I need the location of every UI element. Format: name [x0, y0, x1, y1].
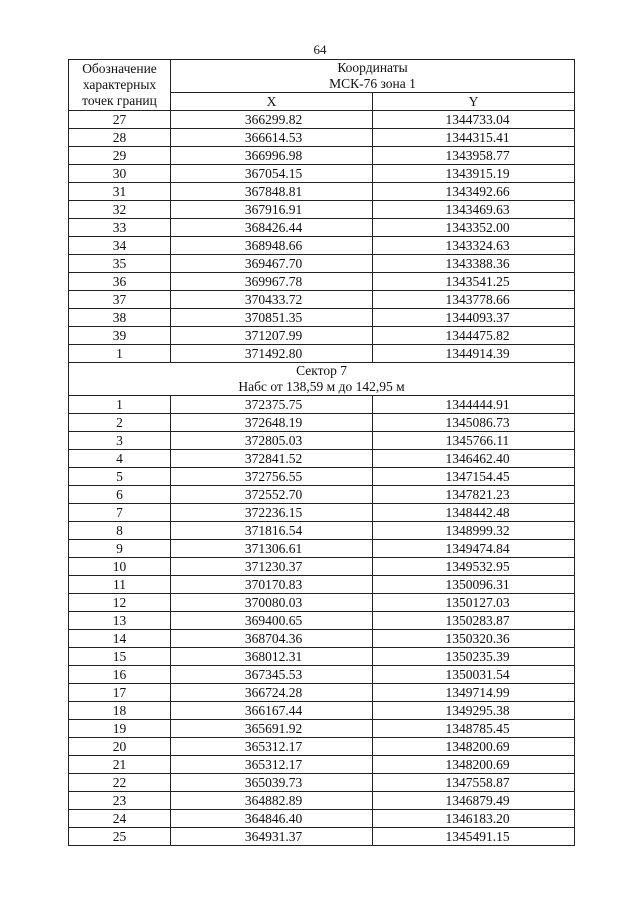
table-row	[69, 684, 575, 702]
y-coordinate	[373, 666, 575, 684]
y-coordinate-value: 1344093.37	[445, 309, 510, 325]
y-coordinate	[373, 774, 575, 792]
x-coordinate-value: 371306.61	[244, 540, 303, 556]
y-coordinate	[373, 327, 575, 345]
y-coordinate-value: 1343541.25	[445, 273, 510, 289]
y-coordinate-value: 1346462.40	[445, 450, 510, 466]
point-number	[69, 576, 171, 594]
y-coordinate	[373, 540, 575, 558]
point-number-value: 6	[116, 486, 123, 502]
y-coordinate-value: 1344444.91	[445, 396, 510, 412]
y-coordinate	[373, 201, 575, 219]
point-number-value: 30	[112, 165, 127, 181]
x-coordinate	[171, 810, 373, 828]
page-number: 64	[313, 42, 327, 57]
point-number-value: 17	[112, 684, 127, 700]
point-number	[69, 612, 171, 630]
point-number-value: 21	[112, 756, 127, 772]
y-coordinate-value: 1349474.84	[445, 540, 510, 556]
x-coordinate	[171, 684, 373, 702]
y-coordinate	[373, 237, 575, 255]
point-number-value: 34	[112, 237, 127, 253]
y-coordinate	[373, 756, 575, 774]
x-coordinate	[171, 327, 373, 345]
sector-altitude-range: Набс от 138,59 м до 142,95 м	[238, 379, 405, 394]
table-row	[69, 558, 575, 576]
coordinates-header	[171, 60, 575, 93]
point-number-value: 11	[113, 576, 126, 592]
x-coordinate-value: 371492.80	[244, 345, 303, 361]
x-coordinate-value: 368704.36	[244, 630, 303, 646]
y-coordinate-value: 1349714.99	[445, 684, 510, 700]
y-coordinate	[373, 219, 575, 237]
y-coordinate-value: 1344914.39	[445, 345, 510, 361]
point-number-value: 37	[112, 291, 127, 307]
table-row	[69, 219, 575, 237]
x-coordinate	[171, 468, 373, 486]
y-coordinate-value: 1343388.36	[445, 255, 510, 271]
point-number-value: 33	[112, 219, 127, 235]
x-coordinate	[171, 345, 373, 363]
y-coordinate-value: 1345491.15	[445, 828, 510, 844]
y-coordinate-value: 1350031.54	[445, 666, 510, 682]
table-row	[69, 594, 575, 612]
header-label-line-1: Обозначение	[82, 61, 157, 76]
point-number-value: 1	[116, 345, 123, 361]
point-number-value: 35	[112, 255, 127, 271]
x-coordinate	[171, 828, 373, 846]
x-coordinate-value: 371816.54	[244, 522, 303, 538]
point-number	[69, 540, 171, 558]
x-coordinate-value: 367054.15	[244, 165, 303, 181]
table-row	[69, 255, 575, 273]
point-number	[69, 414, 171, 432]
y-coordinate-value: 1350127.03	[445, 594, 510, 610]
x-coordinate-value: 372236.15	[244, 504, 303, 520]
x-coordinate	[171, 756, 373, 774]
x-coordinate	[171, 147, 373, 165]
y-coordinate	[373, 165, 575, 183]
table-row	[69, 522, 575, 540]
x-coordinate	[171, 612, 373, 630]
table-row	[69, 540, 575, 558]
x-coordinate	[171, 219, 373, 237]
y-coordinate-value: 1343958.77	[445, 147, 510, 163]
y-coordinate	[373, 273, 575, 291]
table-row	[69, 648, 575, 666]
x-coordinate	[171, 594, 373, 612]
table-row	[69, 432, 575, 450]
table-row	[69, 630, 575, 648]
x-coordinate	[171, 774, 373, 792]
table-row	[69, 183, 575, 201]
y-coordinate	[373, 129, 575, 147]
x-coordinate-value: 367916.91	[244, 201, 303, 217]
x-coordinate	[171, 273, 373, 291]
point-number-value: 7	[116, 504, 123, 520]
y-coordinate	[373, 810, 575, 828]
point-number-value: 38	[112, 309, 127, 325]
point-number-value: 19	[112, 720, 127, 736]
point-number	[69, 255, 171, 273]
y-coordinate-value: 1348200.69	[445, 738, 510, 754]
table-row	[69, 147, 575, 165]
table-row	[69, 165, 575, 183]
table-row	[69, 486, 575, 504]
point-number	[69, 738, 171, 756]
point-number	[69, 147, 171, 165]
x-coordinate-value: 365312.17	[244, 738, 303, 754]
point-number-value: 23	[112, 792, 127, 808]
x-coordinate	[171, 309, 373, 327]
table-row	[69, 756, 575, 774]
x-coordinate	[171, 486, 373, 504]
x-coordinate	[171, 414, 373, 432]
point-number-value: 16	[112, 666, 127, 682]
y-coordinate	[373, 522, 575, 540]
point-number	[69, 702, 171, 720]
y-coordinate	[373, 738, 575, 756]
table-row	[69, 828, 575, 846]
x-coordinate-value: 372841.52	[244, 450, 303, 466]
point-number	[69, 558, 171, 576]
table-row	[69, 810, 575, 828]
point-number-value: 18	[112, 702, 127, 718]
x-coordinate	[171, 396, 373, 414]
table-row	[69, 666, 575, 684]
y-coordinate	[373, 684, 575, 702]
y-coordinate-value: 1350235.39	[445, 648, 510, 664]
y-coordinate	[373, 702, 575, 720]
y-coordinate	[373, 612, 575, 630]
x-coordinate-value: 366724.28	[244, 684, 303, 700]
table-row	[69, 396, 575, 414]
y-coordinate-value: 1350320.36	[445, 630, 510, 646]
y-coordinate	[373, 594, 575, 612]
y-coordinate-value: 1349532.95	[445, 558, 510, 574]
sector-row	[69, 363, 575, 396]
y-coordinate	[373, 468, 575, 486]
y-coordinate	[373, 792, 575, 810]
y-coordinate-value: 1348785.45	[445, 720, 510, 736]
table-row	[69, 201, 575, 219]
x-coordinate-value: 372552.70	[244, 486, 303, 502]
x-coordinate-value: 364931.37	[244, 828, 303, 844]
x-coordinate-value: 370851.35	[244, 309, 303, 325]
y-coordinate	[373, 432, 575, 450]
x-coordinate-value: 367345.53	[244, 666, 303, 682]
table-row	[69, 468, 575, 486]
x-coordinate-value: 364882.89	[244, 792, 303, 808]
y-coordinate-value: 1347558.87	[445, 774, 510, 790]
point-number	[69, 201, 171, 219]
point-number	[69, 309, 171, 327]
point-number	[69, 183, 171, 201]
table-row	[69, 111, 575, 129]
point-number	[69, 774, 171, 792]
x-coordinate-value: 366996.98	[244, 147, 303, 163]
table-row	[69, 345, 575, 363]
x-coordinate-value: 370080.03	[244, 594, 303, 610]
point-number-value: 5	[116, 468, 123, 484]
point-number-value: 32	[112, 201, 127, 217]
x-coordinate-value: 364846.40	[244, 810, 303, 826]
point-number-value: 8	[116, 522, 123, 538]
x-coordinate	[171, 540, 373, 558]
y-coordinate-value: 1348442.48	[445, 504, 510, 520]
point-designation-header	[69, 60, 171, 111]
x-coordinate-value: 369967.78	[244, 273, 303, 289]
y-coordinate-value: 1343915.19	[445, 165, 510, 181]
point-number	[69, 522, 171, 540]
y-coordinate-value: 1349295.38	[445, 702, 510, 718]
point-number	[69, 594, 171, 612]
x-coordinate	[171, 129, 373, 147]
table-row	[69, 612, 575, 630]
x-coordinate-value: 370170.83	[244, 576, 303, 592]
point-number-value: 27	[112, 111, 127, 127]
x-coordinate-value: 368948.66	[244, 237, 303, 253]
x-coordinate-value: 372375.75	[244, 396, 303, 412]
x-coordinate	[171, 576, 373, 594]
coordinates-title: Координаты	[337, 60, 408, 75]
point-number-value: 1	[116, 396, 123, 412]
y-coordinate	[373, 147, 575, 165]
point-number-value: 12	[112, 594, 127, 610]
y-coordinate-value: 1344315.41	[445, 129, 510, 145]
point-number	[69, 828, 171, 846]
point-number	[69, 666, 171, 684]
table-row	[69, 738, 575, 756]
point-number	[69, 273, 171, 291]
point-number	[69, 237, 171, 255]
point-number	[69, 756, 171, 774]
x-coordinate-value: 370433.72	[244, 291, 303, 307]
y-coordinate	[373, 486, 575, 504]
x-coordinate-value: 371230.37	[244, 558, 303, 574]
x-coordinate-value: 367848.81	[244, 183, 303, 199]
point-number	[69, 810, 171, 828]
x-coordinate	[171, 165, 373, 183]
y-coordinate	[373, 414, 575, 432]
y-coordinate-value: 1344733.04	[445, 111, 510, 127]
x-coordinate-value: 365039.73	[244, 774, 303, 790]
point-number	[69, 648, 171, 666]
x-coordinate-value: 369400.65	[244, 612, 303, 628]
x-coordinate	[171, 558, 373, 576]
y-coordinate	[373, 255, 575, 273]
y-coordinate-value: 1347154.45	[445, 468, 510, 484]
x-coordinate	[171, 666, 373, 684]
y-coordinate-value: 1347821.23	[445, 486, 510, 502]
y-coordinate-value: 1346879.49	[445, 792, 510, 808]
table-row	[69, 309, 575, 327]
header-label-line-3: точек границ	[82, 93, 157, 108]
table-row	[69, 450, 575, 468]
point-number-value: 22	[112, 774, 127, 790]
point-number	[69, 630, 171, 648]
point-number	[69, 684, 171, 702]
point-number-value: 3	[116, 432, 123, 448]
x-coordinate	[171, 630, 373, 648]
y-coordinate-value: 1344475.82	[445, 327, 510, 343]
x-coordinate	[171, 720, 373, 738]
y-coordinate-value: 1348999.32	[445, 522, 510, 538]
point-number	[69, 291, 171, 309]
y-coordinate-value: 1343778.66	[445, 291, 510, 307]
x-coordinate	[171, 237, 373, 255]
x-coordinate-value: 371207.99	[244, 327, 303, 343]
point-number	[69, 345, 171, 363]
y-coordinate-value: 1348200.69	[445, 756, 510, 772]
x-coordinate	[171, 450, 373, 468]
point-number	[69, 468, 171, 486]
x-coordinate	[171, 432, 373, 450]
point-number	[69, 327, 171, 345]
y-coordinate	[373, 648, 575, 666]
y-coordinate-value: 1350096.31	[445, 576, 510, 592]
x-coordinate-value: 365312.17	[244, 756, 303, 772]
point-number	[69, 792, 171, 810]
y-coordinate	[373, 828, 575, 846]
header-row	[69, 60, 575, 93]
table-row	[69, 273, 575, 291]
x-coordinate-value: 366299.82	[244, 111, 303, 127]
coordinates-table	[68, 59, 575, 846]
point-number-value: 24	[112, 810, 127, 826]
table-row	[69, 504, 575, 522]
coordinate-system: МСК-76 зона 1	[329, 76, 416, 91]
point-number	[69, 432, 171, 450]
y-coordinate	[373, 630, 575, 648]
y-coordinate-value: 1350283.87	[445, 612, 510, 628]
y-coordinate-value: 1343469.63	[445, 201, 510, 217]
x-coordinate-value: 372805.03	[244, 432, 303, 448]
point-number-value: 10	[112, 558, 127, 574]
x-coordinate-value: 372756.55	[244, 468, 303, 484]
point-number	[69, 396, 171, 414]
x-coordinate-value: 365691.92	[244, 720, 303, 736]
y-coordinate	[373, 450, 575, 468]
x-coordinate	[171, 111, 373, 129]
y-coordinate-value: 1343352.00	[445, 219, 510, 235]
point-number-value: 13	[112, 612, 127, 628]
x-coordinate	[171, 648, 373, 666]
sector-title: Сектор 7	[296, 363, 347, 378]
table-row	[69, 792, 575, 810]
y-coordinate	[373, 309, 575, 327]
sector-heading	[69, 363, 575, 396]
table-row	[69, 702, 575, 720]
y-coordinate	[373, 504, 575, 522]
x-coordinate-value: 369467.70	[244, 255, 303, 271]
table-row	[69, 576, 575, 594]
x-coordinate	[171, 183, 373, 201]
x-coordinate-value: 368012.31	[244, 648, 303, 664]
y-header: Y	[373, 93, 575, 111]
point-number	[69, 720, 171, 738]
point-number-value: 29	[112, 147, 127, 163]
x-coordinate-value: 366167.44	[244, 702, 303, 718]
point-number	[69, 111, 171, 129]
x-coordinate-value: 372648.19	[244, 414, 303, 430]
y-coordinate-value: 1345766.11	[445, 432, 510, 448]
y-coordinate	[373, 576, 575, 594]
x-coordinate	[171, 738, 373, 756]
x-coordinate	[171, 522, 373, 540]
x-coordinate	[171, 255, 373, 273]
table-row	[69, 327, 575, 345]
point-number	[69, 504, 171, 522]
table-row	[69, 720, 575, 738]
y-coordinate-value: 1346183.20	[445, 810, 510, 826]
point-number-value: 39	[112, 327, 127, 343]
point-number-value: 31	[112, 183, 127, 199]
point-number-value: 15	[112, 648, 127, 664]
x-coordinate	[171, 702, 373, 720]
table-row	[69, 414, 575, 432]
x-coordinate	[171, 201, 373, 219]
x-header: X	[171, 93, 373, 111]
point-number-value: 25	[112, 828, 127, 844]
y-coordinate	[373, 396, 575, 414]
y-coordinate	[373, 183, 575, 201]
table-row	[69, 129, 575, 147]
y-coordinate	[373, 111, 575, 129]
point-number-value: 9	[116, 540, 123, 556]
point-number-value: 14	[112, 630, 127, 646]
x-coordinate	[171, 504, 373, 522]
point-number	[69, 219, 171, 237]
y-coordinate	[373, 558, 575, 576]
x-coordinate	[171, 291, 373, 309]
x-coordinate-value: 366614.53	[244, 129, 303, 145]
y-coordinate-value: 1343324.63	[445, 237, 510, 253]
point-number-value: 28	[112, 129, 127, 145]
x-coordinate	[171, 792, 373, 810]
table-row	[69, 774, 575, 792]
point-number-value: 20	[112, 738, 127, 754]
y-coordinate	[373, 291, 575, 309]
x-coordinate-value: 368426.44	[244, 219, 303, 235]
point-number-value: 36	[112, 273, 127, 289]
y-coordinate	[373, 345, 575, 363]
point-number	[69, 450, 171, 468]
y-coordinate-value: 1345086.73	[445, 414, 510, 430]
point-number-value: 4	[116, 450, 123, 466]
point-number	[69, 165, 171, 183]
table-row	[69, 291, 575, 309]
y-coordinate	[373, 720, 575, 738]
point-number	[69, 129, 171, 147]
header-label-line-2: характерных	[82, 77, 157, 92]
point-number	[69, 486, 171, 504]
y-coordinate-value: 1343492.66	[445, 183, 510, 199]
table-row	[69, 237, 575, 255]
point-number-value: 2	[116, 414, 123, 430]
